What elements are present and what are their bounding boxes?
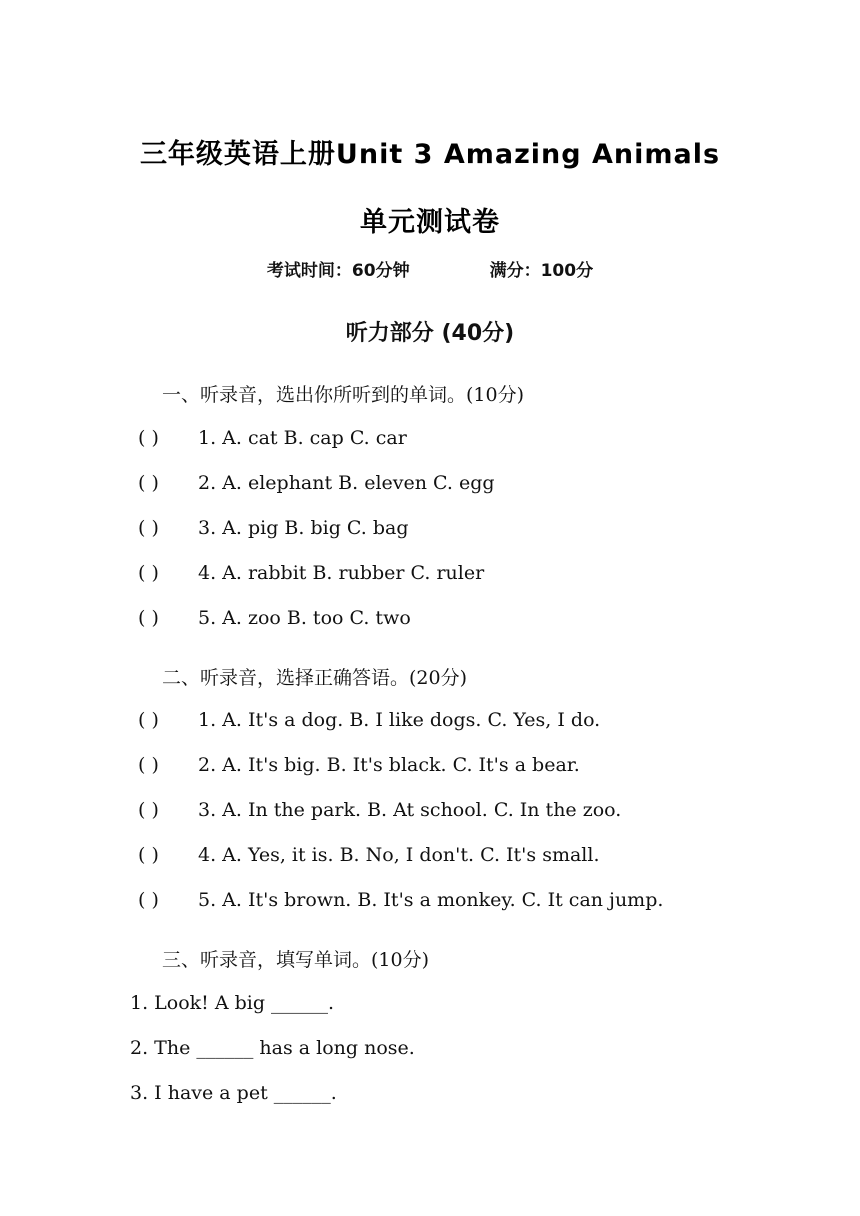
section1-item	[138, 607, 411, 629]
title-line-2: 单元测试卷	[360, 207, 500, 238]
question-text: 3. A. In the park. B. At school. C. In the zoo.	[198, 799, 622, 821]
answer-parenthesis: ( )	[138, 517, 159, 539]
title-line-1: 三年级英语上册Unit 3 Amazing Animals	[139, 139, 721, 170]
question-text: 4. A. rabbit B. rubber C. ruler	[198, 562, 485, 584]
section1-item	[138, 517, 408, 539]
section2-item	[138, 799, 621, 821]
section2-heading: 二、听录音，选择正确答语。(20分)	[162, 667, 468, 689]
full-score: 满分：100分	[489, 261, 594, 281]
answer-parenthesis: ( )	[138, 472, 159, 494]
section2-item	[138, 709, 600, 731]
section2-item	[138, 889, 663, 911]
question-text: 2. A. It's big. B. It's black. C. It's a bear.	[198, 754, 580, 776]
section1-item	[138, 427, 407, 449]
section3-item: 1. Look! A big ______.	[130, 992, 335, 1014]
section2-item	[138, 754, 580, 776]
question-text: 1. A. It's a dog. B. I like dogs. C. Yes, I do.	[198, 709, 601, 731]
exam-meta	[0, 256, 860, 281]
answer-parenthesis: ( )	[138, 799, 159, 821]
question-text: 3. A. pig B. big C. bag	[198, 517, 409, 539]
exam-time: 考试时间：60分钟	[266, 261, 410, 281]
part-title: 听力部分 (40分)	[345, 321, 515, 346]
answer-parenthesis: ( )	[138, 427, 159, 449]
question-text: 2. A. elephant B. eleven C. egg	[198, 472, 495, 494]
answer-parenthesis: ( )	[138, 889, 159, 911]
answer-parenthesis: ( )	[138, 709, 159, 731]
section1-item	[138, 562, 484, 584]
question-text: 4. A. Yes, it is. B. No, I don't. C. It's small.	[198, 844, 600, 866]
question-text: 5. A. zoo B. too C. two	[198, 607, 411, 629]
question-text: 1. A. cat B. cap C. car	[198, 427, 407, 449]
section1-heading: 一、听录音，选出你所听到的单词。(10分)	[162, 384, 525, 406]
section3-item: 3. I have a pet ______.	[130, 1082, 337, 1104]
answer-parenthesis: ( )	[138, 754, 159, 776]
answer-parenthesis: ( )	[138, 844, 159, 866]
section3-heading: 三、听录音，填写单词。(10分)	[162, 949, 430, 971]
section1-item	[138, 472, 495, 494]
answer-parenthesis: ( )	[138, 562, 159, 584]
answer-parenthesis: ( )	[138, 607, 159, 629]
section3-item: 2. The ______ has a long nose.	[130, 1037, 415, 1059]
question-text: 5. A. It's brown. B. It's a monkey. C. It can jump.	[198, 889, 664, 911]
section2-item	[138, 844, 599, 866]
